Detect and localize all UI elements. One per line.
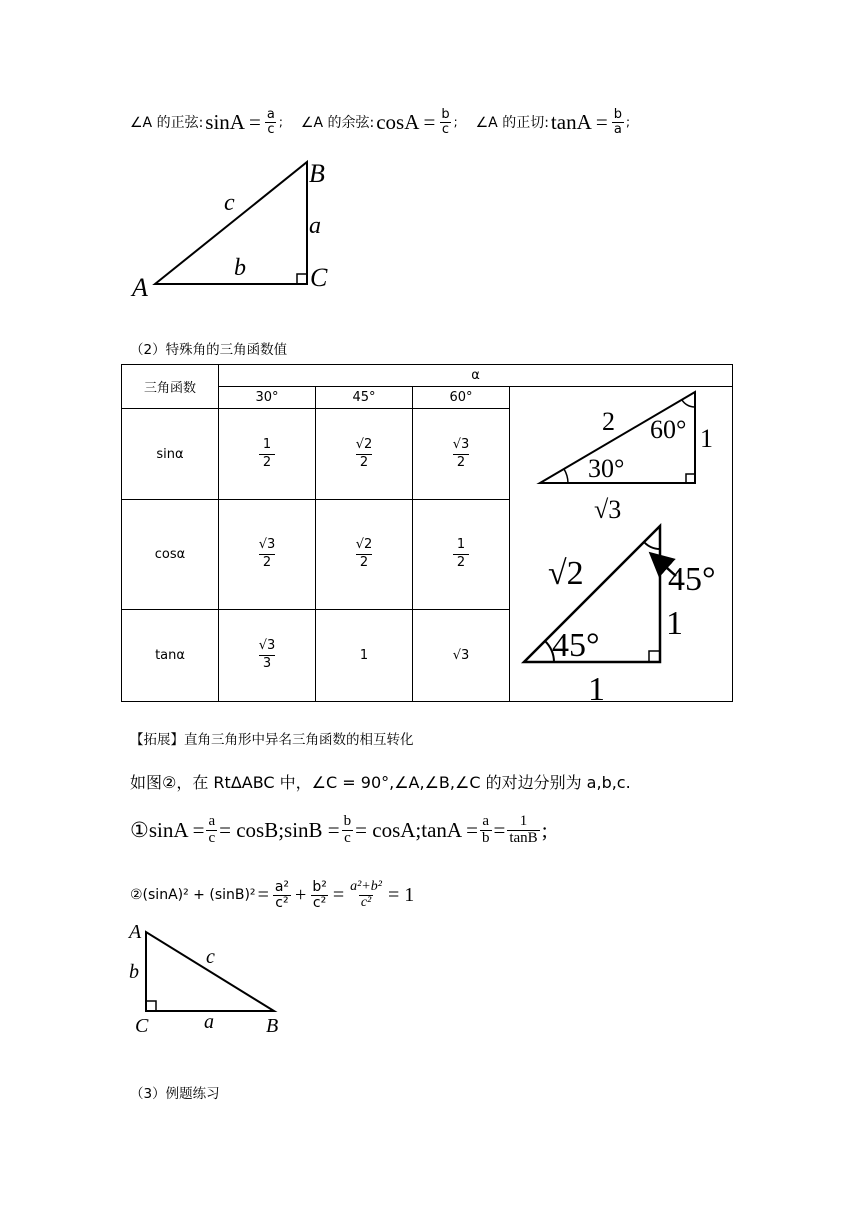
fraction-num: √2: [355, 537, 373, 553]
side-a-label: a: [309, 213, 321, 239]
fraction-den: 2: [259, 554, 275, 572]
triangle-2-outline: [146, 932, 274, 1011]
trig-definitions: [130, 108, 648, 136]
angle-30-arc: [564, 469, 568, 483]
table-cell: [316, 500, 413, 610]
angle-60-arc: [682, 400, 695, 407]
fraction-num: b: [343, 813, 352, 829]
sin-sep: ;: [278, 115, 283, 130]
tan-num: b: [613, 107, 622, 122]
formula-2-plus: +: [295, 883, 307, 906]
table-cell: [316, 409, 413, 500]
formula-1: [130, 814, 548, 847]
right-angle-mark: [649, 651, 660, 662]
row-label-cos: cosα: [122, 500, 219, 610]
tan-lhs: tanA =: [550, 109, 608, 134]
fraction-den: 2: [453, 554, 469, 572]
row-label-sin: sinα: [122, 409, 219, 500]
formula-2-start: ②(sinA)² + (sinB)²: [130, 887, 256, 904]
fraction-den: 2: [453, 454, 469, 472]
cos-den: c: [441, 121, 450, 137]
formula-1-mid2: = cosA;tanA =: [355, 817, 478, 842]
hypotenuse-sqrt2-label: √2: [548, 555, 584, 592]
vertex-c-label: C: [135, 1015, 149, 1037]
right-triangle-figure-2: [124, 918, 294, 1038]
sin-num: a: [266, 107, 275, 122]
angle-60-label: 60°: [650, 415, 687, 444]
table-corner-header: 三角函数: [122, 365, 219, 409]
fraction-num: √3: [452, 436, 470, 452]
extension-text: 如图②，在 RtΔABC 中，∠C = 90°,∠A,∠B,∠C 的对边分别为 a,b,c.: [130, 773, 631, 792]
sin-prefix: ∠A 的正弦:: [130, 115, 204, 132]
table-cell: [413, 409, 510, 500]
side-b-label: b: [129, 961, 139, 983]
hypotenuse-2-label: 2: [602, 407, 615, 436]
value-fraction: [453, 437, 470, 472]
side-1-right-label: 1: [666, 605, 683, 642]
tan-den: a: [613, 121, 622, 137]
vertex-c-label: C: [310, 263, 328, 292]
value-fraction: [259, 638, 276, 673]
table-cell: [219, 610, 316, 702]
value-text: 1: [359, 648, 369, 663]
angle-header-60: 60°: [413, 387, 510, 409]
fraction-den: b: [482, 829, 490, 846]
cos-lhs: cosA =: [376, 109, 436, 134]
fraction-den: 2: [356, 554, 372, 572]
formula-1-frac-a-b: [480, 814, 492, 847]
fraction-den: c²: [312, 894, 327, 911]
table-cell: [219, 409, 316, 500]
formula-1-frac-1-tanb: [507, 814, 539, 847]
fraction-num: √3: [258, 638, 276, 654]
vertex-a-label: A: [132, 273, 148, 302]
cos-num: b: [441, 107, 450, 122]
sin-lhs: sinA =: [205, 109, 261, 134]
formula-2-frac-a2-c2: [273, 880, 291, 910]
triangle-30-60-figure: [520, 386, 736, 526]
vertex-b-label: B: [309, 159, 325, 188]
fraction-den: 2: [356, 454, 372, 472]
formula-1-end: ;: [541, 817, 548, 842]
value-text: √3: [452, 648, 470, 663]
formula-1-frac-b-c: [342, 814, 354, 847]
right-angle-mark: [146, 1001, 156, 1011]
formula-2: [130, 880, 416, 910]
angle-45-top-label: 45°: [668, 561, 716, 598]
angle-header-45: 45°: [316, 387, 413, 409]
table-cell: [413, 500, 510, 610]
table-cell: [219, 500, 316, 610]
row-label-tan: tanα: [122, 610, 219, 702]
formula-2-eq1: =: [257, 883, 269, 906]
tan-prefix: ∠A 的正切:: [475, 115, 549, 132]
fraction-den: c: [208, 829, 216, 846]
fraction-num: b²: [312, 879, 327, 895]
angle-45-left-label: 45°: [552, 627, 600, 664]
fraction-num: 1: [262, 436, 272, 452]
value-fraction: [259, 537, 276, 572]
cos-prefix: ∠A 的余弦:: [300, 115, 375, 132]
fraction-den: 3: [259, 655, 275, 673]
formula-2-frac-sum-c2: [348, 880, 384, 910]
fraction-num: √2: [355, 436, 373, 452]
formula-1-start: ①sinA =: [130, 817, 205, 842]
side-c-label: c: [206, 946, 215, 968]
formula-1-eq: =: [493, 817, 506, 842]
sin-fraction: [265, 108, 277, 136]
fraction-num: a: [208, 813, 216, 829]
vertex-b-label: B: [266, 1015, 279, 1037]
sin-den: c: [267, 121, 275, 137]
formula-1-frac-a-c: [206, 814, 217, 847]
base-1-label: 1: [588, 671, 605, 702]
alpha-header: α: [219, 365, 733, 387]
extension-title: 【拓展】直角三角形中异名三角函数的相互转化: [130, 732, 414, 748]
side-c-label: c: [224, 190, 235, 216]
right-angle-mark: [297, 274, 307, 284]
right-angle-mark: [686, 474, 695, 483]
table-cell: [413, 610, 510, 702]
side-a-label: a: [204, 1011, 214, 1033]
value-fraction: [356, 437, 373, 472]
value-fraction: [259, 437, 275, 472]
triangle-abc-outline: [155, 162, 307, 284]
fraction-den: c²: [275, 894, 289, 911]
value-fraction: [453, 537, 469, 572]
base-sqrt3-label: √3: [594, 495, 622, 524]
formula-2-eq2: =: [332, 883, 345, 906]
fraction-num: a²+b²: [350, 879, 382, 894]
section-3-title: （3）例题练习: [130, 1086, 220, 1102]
value-fraction: [356, 537, 373, 572]
angle-45-top-arc: [644, 542, 660, 549]
tan-fraction: [612, 108, 624, 136]
side-1-label: 1: [700, 424, 713, 453]
cos-sep: ;: [453, 115, 458, 130]
fraction-num: a: [482, 813, 490, 829]
cos-fraction: [439, 108, 451, 136]
formula-2-eq3: = 1: [387, 883, 415, 906]
fraction-num: a²: [274, 879, 290, 895]
triangle-45-figure: [518, 520, 736, 702]
fraction-den: c²: [360, 894, 372, 910]
table-cell: [316, 610, 413, 702]
section-2-title: （2）特殊角的三角函数值: [130, 342, 288, 358]
angle-header-30: 30°: [219, 387, 316, 409]
fraction-den: 2: [259, 454, 275, 472]
fraction-den: tanB: [509, 829, 538, 846]
fraction-den: c: [344, 829, 351, 846]
formula-1-mid1: = cosB;sinB =: [219, 817, 340, 842]
fraction-num: √3: [258, 537, 276, 553]
fraction-num: 1: [519, 813, 528, 829]
right-triangle-abc-figure: [120, 150, 350, 305]
side-b-label: b: [234, 255, 246, 281]
tan-sep: ;: [625, 115, 630, 130]
formula-2-frac-b2-c2: [310, 880, 329, 910]
angle-30-label: 30°: [588, 454, 625, 483]
fraction-num: 1: [456, 537, 466, 553]
vertex-a-label: A: [129, 921, 142, 943]
